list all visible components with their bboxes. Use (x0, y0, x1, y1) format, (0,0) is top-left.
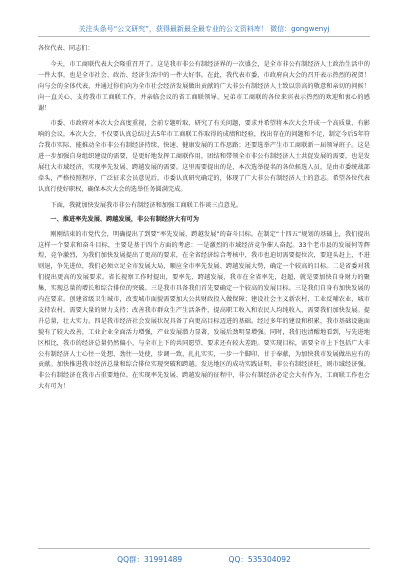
qq-group-text: QQ群：31991489 (117, 555, 183, 564)
top-banner: 关注头条号“公文研究”，获得最新最全最专业的公文资料库！ 微信：gongwenyj (38, 22, 370, 37)
paragraph: 刚刚结束的市党代会，明确提出了到要“率先发展、跨越发展”的奋斗目标。在制定“十四五”规划的基础上，我们提出这样一个要求和奋斗目标，主要是基于四个方面的考虑：一是激烈的市域经济竞争催人奋起。33个老市县的发展何等辉煌，竞争激烈，为我们加快发展提出了更高的要求，在全省经济综合考核中，我市也迫切需要提位次，要迎头赶上，不进则退，争先进位，我们必须立足全市发展大局，顺应全市率先发展、跨越发展大势，确定一个较高的目标。二是省委对我们提出更高的发展要求。省长视察工作时提出，要率先、跨越发展，我市在全省率先，赶超，就是要加快自身财力的聚集，实现总量的增长和综合排位的突破。三是我市具备我们首先要确定一个较高的发展目标。三是我们自身有加快发展的内在要求。创建省级卫生城市，改变城市面貌需要加大公共财政投入做保障；建设社会主义新农村，工业反哺农业，城市支持农村，需要大量的财力支持；改善我市群众生产生活条件，提高职工收入和农民人均纯收入，需要我们加快发展。提升总量，壮大实力。四是我市经济社会发展状况具备了向更高目标迈进的基础。经过多年的建设和积累，我市基础设施面貌有了较大改善，工业企业全面活力增强，产业发展潜力显著，发展后劲明显增强。同时，我们也清醒地看到，与先进地区相比，我市的经济总量仍然偏小，与全市上下的共同愿望、要求还有较大差距。要实现目标，需要全市上下包括广大非公有制经济人士心往一处想、劲往一处使，步调一致，扎扎实实，一步一个脚印、甘于奉献，为加快我市发展做出应有的贡献。加快推进我市经济总量和综合排位实现突破和跨越。发达地区的成功实践证明，非公有制经济旺，则市域经济强。非公有制经济在我市占重要地位。在实现率先发展、跨越发展的征程中，非公有制经济必定会大有作为，工商联工作也会大有可为！ (38, 230, 370, 391)
document-body (38, 44, 370, 540)
section-heading: 一、推进率先发展、跨越发展，非公有制经济大有可为 (50, 215, 199, 223)
qq-text: QQ：535304092 (228, 555, 291, 564)
paragraph: 市委、市政府对本次大会高度重视，会前专题听取、研究了有关问题，要求并希望将本次大会开成一个高质量、有影响的会议。本次大会，不仅要认真总结过去5年市工商联工作取得的成绩和经验，找出存在的问题和不足，制定今后5年符合我市实际、能推动全市非公有制经济持续、快速、健康发展的工作思路；还要选举产生市工商联新一届领导班子。这是进一步加强自身组织建设的需要，是更好地发挥工商联作用，团结和带领全市非公有制经济人士共促发展的需要，也是发展壮大市域经济，实现率先发展、跨越发展的需要。这里需要提出的是，本次选举提名的各位候选人员，是由市委统战部牵头，严格按照程序，广泛征求会员意见后，市委认真研究确定的，体现了广大非公有制经济人士的意志。希望各位代表认真行使好职权，确保本次大会的选举任务圆满完成。 (38, 120, 370, 193)
salutation: 各位代表、同志们： (38, 45, 94, 52)
paragraph: 下面，我就加快发展我市非公有制经济和加强工商联工作谈三点意见。 (50, 201, 243, 209)
paragraph: 今天，市工商联代表大会隆重召开了。这是我市非公有制经济界的一次盛会，是全市非公有制经济人士政治生活中的一件大事，也是全市社会、政治、经济生活中的一件大好事。在此，我代表市委、市政府向大会的召开表示热烈的祝贺！向与会的全体代表，并通过你们向为全市社会经济发展做出贡献的广大非公有制经济人士致以崇高的敬意和亲切的问候！向一直关心、支持我市工商联工作，并亲临会议的省工商联领导、兄弟市工商联的各位来宾表示热烈的欢迎和衷心的感谢！ (38, 60, 370, 112)
footer-divider (38, 548, 370, 549)
footer-contact (38, 553, 370, 567)
